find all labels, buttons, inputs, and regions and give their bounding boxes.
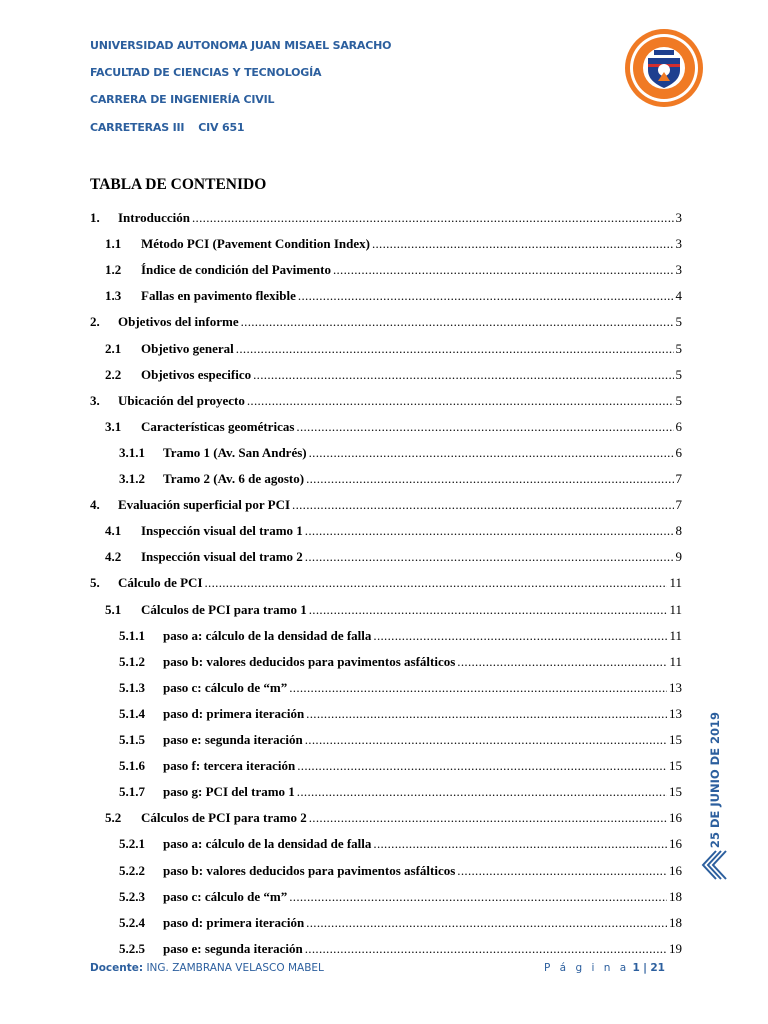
toc-leader-dots xyxy=(297,784,667,800)
toc-entry[interactable] xyxy=(105,262,682,278)
toc-entry-title: paso d: primera iteración xyxy=(163,706,305,721)
toc-entry-number: 5.2 xyxy=(105,810,122,825)
page-current: 1 xyxy=(632,962,640,974)
toc-entry-page: 8 xyxy=(675,523,682,538)
toc-entry-page: 5 xyxy=(675,314,682,329)
toc-leader-dots xyxy=(309,602,668,618)
toc-leader-dots xyxy=(306,915,667,931)
toc-entry-page: 3 xyxy=(675,262,682,277)
toc-entry[interactable] xyxy=(105,288,682,304)
page-total: 21 xyxy=(650,962,665,974)
toc-entry-title: Cálculo de PCI xyxy=(118,575,203,590)
docente-name: ING. ZAMBRANA VELASCO MABEL xyxy=(146,962,324,974)
toc-leader-dots xyxy=(289,680,667,696)
toc-leader-dots xyxy=(205,575,668,591)
toc-entry-title: Objetivos especifico xyxy=(141,367,252,382)
toc-entry-page: 4 xyxy=(675,288,682,303)
header-faculty: FACULTAD DE CIENCIAS Y TECNOLOGÍA xyxy=(90,66,322,79)
toc-entry-number: 4.2 xyxy=(105,549,122,564)
toc-leader-dots xyxy=(309,810,667,826)
toc-leader-dots xyxy=(192,210,674,226)
toc-entry-title: Inspección visual del tramo 2 xyxy=(141,549,303,564)
course-name: CARRETERAS III xyxy=(90,121,185,134)
toc-entry[interactable] xyxy=(90,210,682,226)
docente-label: Docente: xyxy=(90,962,144,974)
toc-entry[interactable] xyxy=(90,314,682,330)
toc-leader-dots xyxy=(305,549,674,565)
toc-entry-number: 3.1.1 xyxy=(119,445,145,460)
toc-entry-number: 1.1 xyxy=(105,236,122,251)
toc-entry-page: 16 xyxy=(669,836,682,851)
toc-entry-page: 5 xyxy=(675,367,682,382)
toc-entry-number: 5.1.3 xyxy=(119,680,145,695)
toc-entry-page: 11 xyxy=(669,628,682,643)
header-course xyxy=(90,121,244,134)
toc-entry-page: 15 xyxy=(669,732,682,747)
course-code: CIV 651 xyxy=(198,121,245,134)
toc-leader-dots xyxy=(373,836,667,852)
toc-leader-dots xyxy=(241,314,674,330)
toc-entry[interactable] xyxy=(90,497,682,513)
toc-entry-title: paso f: tercera iteración xyxy=(163,758,296,773)
toc-entry-number: 1.3 xyxy=(105,288,122,303)
toc-entry-page: 13 xyxy=(669,680,682,695)
toc-entry-page: 7 xyxy=(675,471,682,486)
toc-entry[interactable] xyxy=(119,445,682,461)
toc-entry-page: 11 xyxy=(669,575,682,590)
toc-entry-page: 13 xyxy=(669,706,682,721)
toc-entry-number: 5.1.5 xyxy=(119,732,145,747)
toc-leader-dots xyxy=(305,523,674,539)
toc-entry-number: 5.1.6 xyxy=(119,758,145,773)
header-university: UNIVERSIDAD AUTONOMA JUAN MISAEL SARACHO xyxy=(90,39,392,52)
toc-entry-title: Introducción xyxy=(118,210,190,225)
toc-entry[interactable] xyxy=(119,654,682,670)
toc-entry-number: 5.2.3 xyxy=(119,889,145,904)
toc-leader-dots xyxy=(305,941,667,957)
university-seal-icon xyxy=(624,28,704,108)
toc-entry-number: 2.2 xyxy=(105,367,122,382)
toc-leader-dots xyxy=(333,262,674,278)
toc-entry-number: 1. xyxy=(90,210,100,225)
toc-entry-page: 3 xyxy=(675,236,682,251)
toc-entry-number: 1.2 xyxy=(105,262,122,277)
toc-entry-number: 2.1 xyxy=(105,341,122,356)
toc-entry-page: 19 xyxy=(669,941,682,956)
toc-title: TABLA DE CONTENIDO xyxy=(90,176,267,193)
toc-entry[interactable] xyxy=(119,732,682,748)
toc-entry[interactable] xyxy=(105,549,682,565)
toc-entry-page: 3 xyxy=(675,210,682,225)
toc-entry-title: paso a: cálculo de la densidad de falla xyxy=(163,836,372,851)
toc-entry-title: Objetivos del informe xyxy=(118,314,239,329)
toc-entry-number: 5.1 xyxy=(105,602,122,617)
toc-entry-number: 5.1.4 xyxy=(119,706,145,721)
toc-entry-number: 3. xyxy=(90,393,100,408)
toc-entry-number: 5. xyxy=(90,575,100,590)
toc-leader-dots xyxy=(292,497,673,513)
toc-entry-title: paso d: primera iteración xyxy=(163,915,305,930)
toc-entry[interactable] xyxy=(90,575,682,591)
toc-entry-number: 3.1 xyxy=(105,419,122,434)
toc-entry-page: 6 xyxy=(675,445,682,460)
toc-entry-number: 5.2.2 xyxy=(119,863,145,878)
toc-entry[interactable] xyxy=(119,941,682,957)
page-label: P á g i n a xyxy=(544,962,630,974)
toc-entry[interactable] xyxy=(105,810,682,826)
toc-entry[interactable] xyxy=(105,602,682,618)
toc-entry[interactable] xyxy=(105,419,682,435)
double-chevron-down-icon xyxy=(701,848,727,882)
toc-entry-page: 5 xyxy=(675,393,682,408)
toc-leader-dots xyxy=(236,341,674,357)
toc-leader-dots xyxy=(289,889,667,905)
toc-entry-title: Fallas en pavimento flexible xyxy=(141,288,296,303)
toc-leader-dots xyxy=(297,758,667,774)
toc-entry-page: 15 xyxy=(669,758,682,773)
toc-entry-title: Cálculos de PCI para tramo 2 xyxy=(141,810,307,825)
footer-docente xyxy=(90,962,324,974)
toc-entry-page: 16 xyxy=(669,863,682,878)
footer-page xyxy=(544,962,665,974)
toc-entry-title: Tramo 2 (Av. 6 de agosto) xyxy=(163,471,305,486)
toc-entry-page: 9 xyxy=(675,549,682,564)
toc-leader-dots xyxy=(457,654,667,670)
side-date-text: 25 DE JUNIO DE 2019 xyxy=(708,711,722,849)
toc-entry-title: Objetivo general xyxy=(141,341,234,356)
toc-leader-dots xyxy=(253,367,673,383)
toc-entry[interactable] xyxy=(105,523,682,539)
toc-entry-title: paso e: segunda iteración xyxy=(163,941,303,956)
toc-leader-dots xyxy=(306,706,667,722)
toc-entry-number: 5.2.1 xyxy=(119,836,145,851)
toc-entry-page: 15 xyxy=(669,784,682,799)
toc-entry-page: 6 xyxy=(675,419,682,434)
toc-entry[interactable] xyxy=(105,341,682,357)
toc-entry[interactable] xyxy=(119,706,682,722)
toc-leader-dots xyxy=(457,863,667,879)
page-separator: | xyxy=(643,962,647,974)
toc-entry-page: 18 xyxy=(669,915,682,930)
toc-entry-title: Evaluación superficial por PCI xyxy=(118,497,291,512)
toc-leader-dots xyxy=(306,471,673,487)
toc-entry[interactable] xyxy=(119,784,682,800)
toc-entry[interactable] xyxy=(105,367,682,383)
toc-leader-dots xyxy=(373,628,667,644)
toc-entry[interactable] xyxy=(119,863,682,879)
toc-entry-number: 4. xyxy=(90,497,100,512)
toc-entry-number: 5.2.5 xyxy=(119,941,145,956)
header-career: CARRERA DE INGENIERÍA CIVIL xyxy=(90,93,275,106)
toc-entry-page: 11 xyxy=(669,602,682,617)
toc-entry[interactable] xyxy=(105,236,682,252)
toc-entry[interactable] xyxy=(119,836,682,852)
toc-entry-title: Inspección visual del tramo 1 xyxy=(141,523,303,538)
toc-entry[interactable] xyxy=(119,680,682,696)
toc-leader-dots xyxy=(298,288,674,304)
toc-leader-dots xyxy=(309,445,674,461)
toc-entry-title: paso c: cálculo de “m” xyxy=(163,680,288,695)
toc-entry-title: Método PCI (Pavement Condition Index) xyxy=(141,236,370,251)
toc-entry-title: Tramo 1 (Av. San Andrés) xyxy=(163,445,307,460)
toc-entry[interactable] xyxy=(119,889,682,905)
toc-leader-dots xyxy=(305,732,667,748)
toc-entry-title: paso b: valores deducidos para pavimentos asfálticos xyxy=(163,863,456,878)
toc-entry-number: 5.1.1 xyxy=(119,628,145,643)
toc-entry-title: Características geométricas xyxy=(141,419,295,434)
toc-entry-number: 5.1.7 xyxy=(119,784,145,799)
toc-entry-title: Índice de condición del Pavimento xyxy=(141,262,331,277)
toc-entry-title: paso a: cálculo de la densidad de falla xyxy=(163,628,372,643)
side-date xyxy=(703,711,727,849)
toc-entry-number: 5.1.2 xyxy=(119,654,145,669)
toc-entry[interactable] xyxy=(119,628,682,644)
toc-entry-number: 2. xyxy=(90,314,100,329)
toc-entry-title: paso g: PCI del tramo 1 xyxy=(163,784,295,799)
toc-entry-title: paso e: segunda iteración xyxy=(163,732,303,747)
toc-entry[interactable] xyxy=(119,915,682,931)
toc-entry-page: 7 xyxy=(675,497,682,512)
toc-leader-dots xyxy=(296,419,673,435)
toc-entry[interactable] xyxy=(90,393,682,409)
toc-entry-number: 3.1.2 xyxy=(119,471,145,486)
toc-entry-number: 4.1 xyxy=(105,523,122,538)
toc-entry-title: paso c: cálculo de “m” xyxy=(163,889,288,904)
toc-entry[interactable] xyxy=(119,758,682,774)
toc-entry[interactable] xyxy=(119,471,682,487)
toc-entry-page: 16 xyxy=(669,810,682,825)
toc-entry-page: 18 xyxy=(669,889,682,904)
toc-entry-page: 11 xyxy=(669,654,682,669)
toc-leader-dots xyxy=(247,393,674,409)
toc-entry-number: 5.2.4 xyxy=(119,915,145,930)
toc-entry-title: Cálculos de PCI para tramo 1 xyxy=(141,602,307,617)
toc-entry-title: paso b: valores deducidos para pavimentos asfálticos xyxy=(163,654,456,669)
toc-entry-page: 5 xyxy=(675,341,682,356)
toc-entry-title: Ubicación del proyecto xyxy=(118,393,245,408)
toc-leader-dots xyxy=(372,236,674,252)
